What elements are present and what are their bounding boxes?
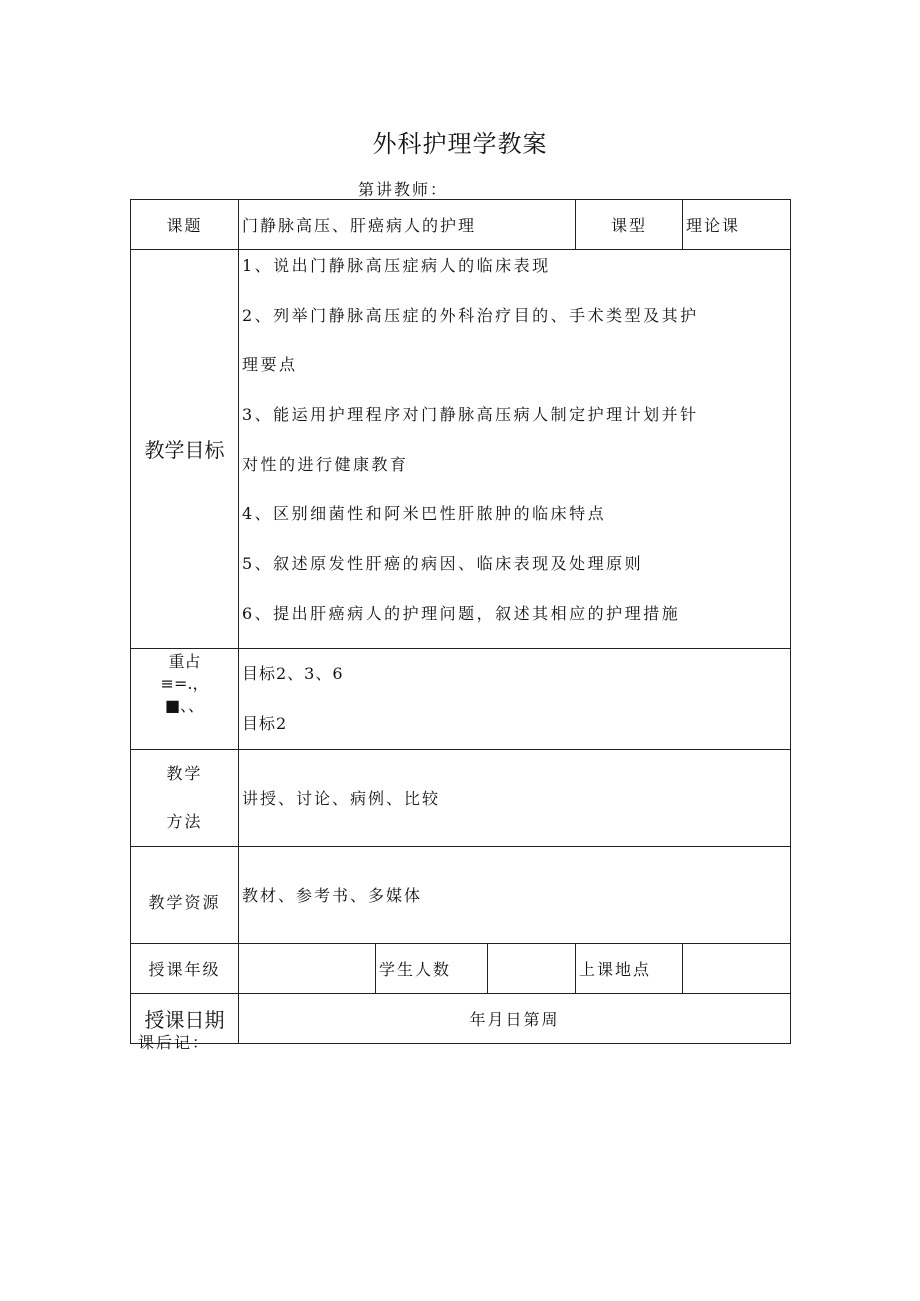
methods-label-line: 方法	[166, 811, 203, 831]
objective-line: 1、说出门静脉高压症病人的临床表现	[242, 256, 551, 275]
date-row	[131, 993, 791, 1043]
grade-value	[239, 943, 376, 993]
topic-label: 课题	[131, 200, 239, 250]
key-point-value: 目标2、3、6	[242, 663, 344, 683]
objective-line: 5、叙述原发性肝癌的病因、临床表现及处理原则	[242, 554, 644, 574]
grade-label: 授课年级	[131, 943, 239, 993]
location-label: 上课地点	[576, 943, 683, 993]
objective-line: 2、列举门静脉高压症的外科治疗目的、手术类型及其护	[242, 305, 699, 325]
objectives-list	[239, 250, 791, 649]
course-type-value: 理论课	[683, 200, 791, 250]
resources-value: 教材、参考书、多媒体	[239, 846, 791, 943]
key-points-content	[239, 648, 791, 749]
lesson-plan-table	[130, 199, 791, 1044]
date-label: 授课日期	[131, 993, 239, 1043]
date-value: 年月日第周	[239, 993, 791, 1043]
methods-label-line: 教学	[166, 763, 203, 783]
difficulty-value: 目标2	[242, 713, 288, 733]
course-type-label: 课型	[576, 200, 683, 250]
objective-line: 理要点	[242, 355, 298, 375]
objective-line: 3、能运用护理程序对门静脉高压病人制定护理计划并针	[242, 405, 699, 425]
students-label: 学生人数	[376, 943, 488, 993]
location-value	[683, 943, 791, 993]
post-class-notes-label: 课后记：	[138, 1033, 211, 1052]
objective-line: 6、提出肝癌病人的护理问题，叙述其相应的护理措施	[242, 603, 681, 623]
key-points-label-line: ■、、	[164, 695, 205, 715]
key-points-label-line: 重占	[168, 651, 201, 671]
methods-row	[131, 749, 791, 846]
objective-line: 4、区别细菌性和阿米巴性肝脓肿的临床特点	[242, 504, 607, 524]
document-title: 外科护理学教案	[372, 130, 548, 158]
resources-label: 教学资源	[131, 846, 239, 943]
key-points-label-line: ≡=.，	[160, 673, 209, 693]
students-value	[488, 943, 576, 993]
objectives-label: 教学目标	[131, 250, 239, 649]
class-info-row	[131, 943, 791, 993]
teacher-label: 第讲教师：	[358, 180, 449, 199]
objective-line: 对性的进行健康教育	[242, 454, 409, 474]
topic-value: 门静脉高压、肝癌病人的护理	[239, 200, 576, 250]
methods-label	[131, 749, 239, 846]
resources-row	[131, 846, 791, 943]
methods-value: 讲授、讨论、病例、比较	[239, 749, 791, 846]
topic-row	[131, 200, 791, 250]
objectives-row	[131, 250, 791, 649]
key-points-row	[131, 648, 791, 749]
key-points-label	[131, 648, 239, 749]
